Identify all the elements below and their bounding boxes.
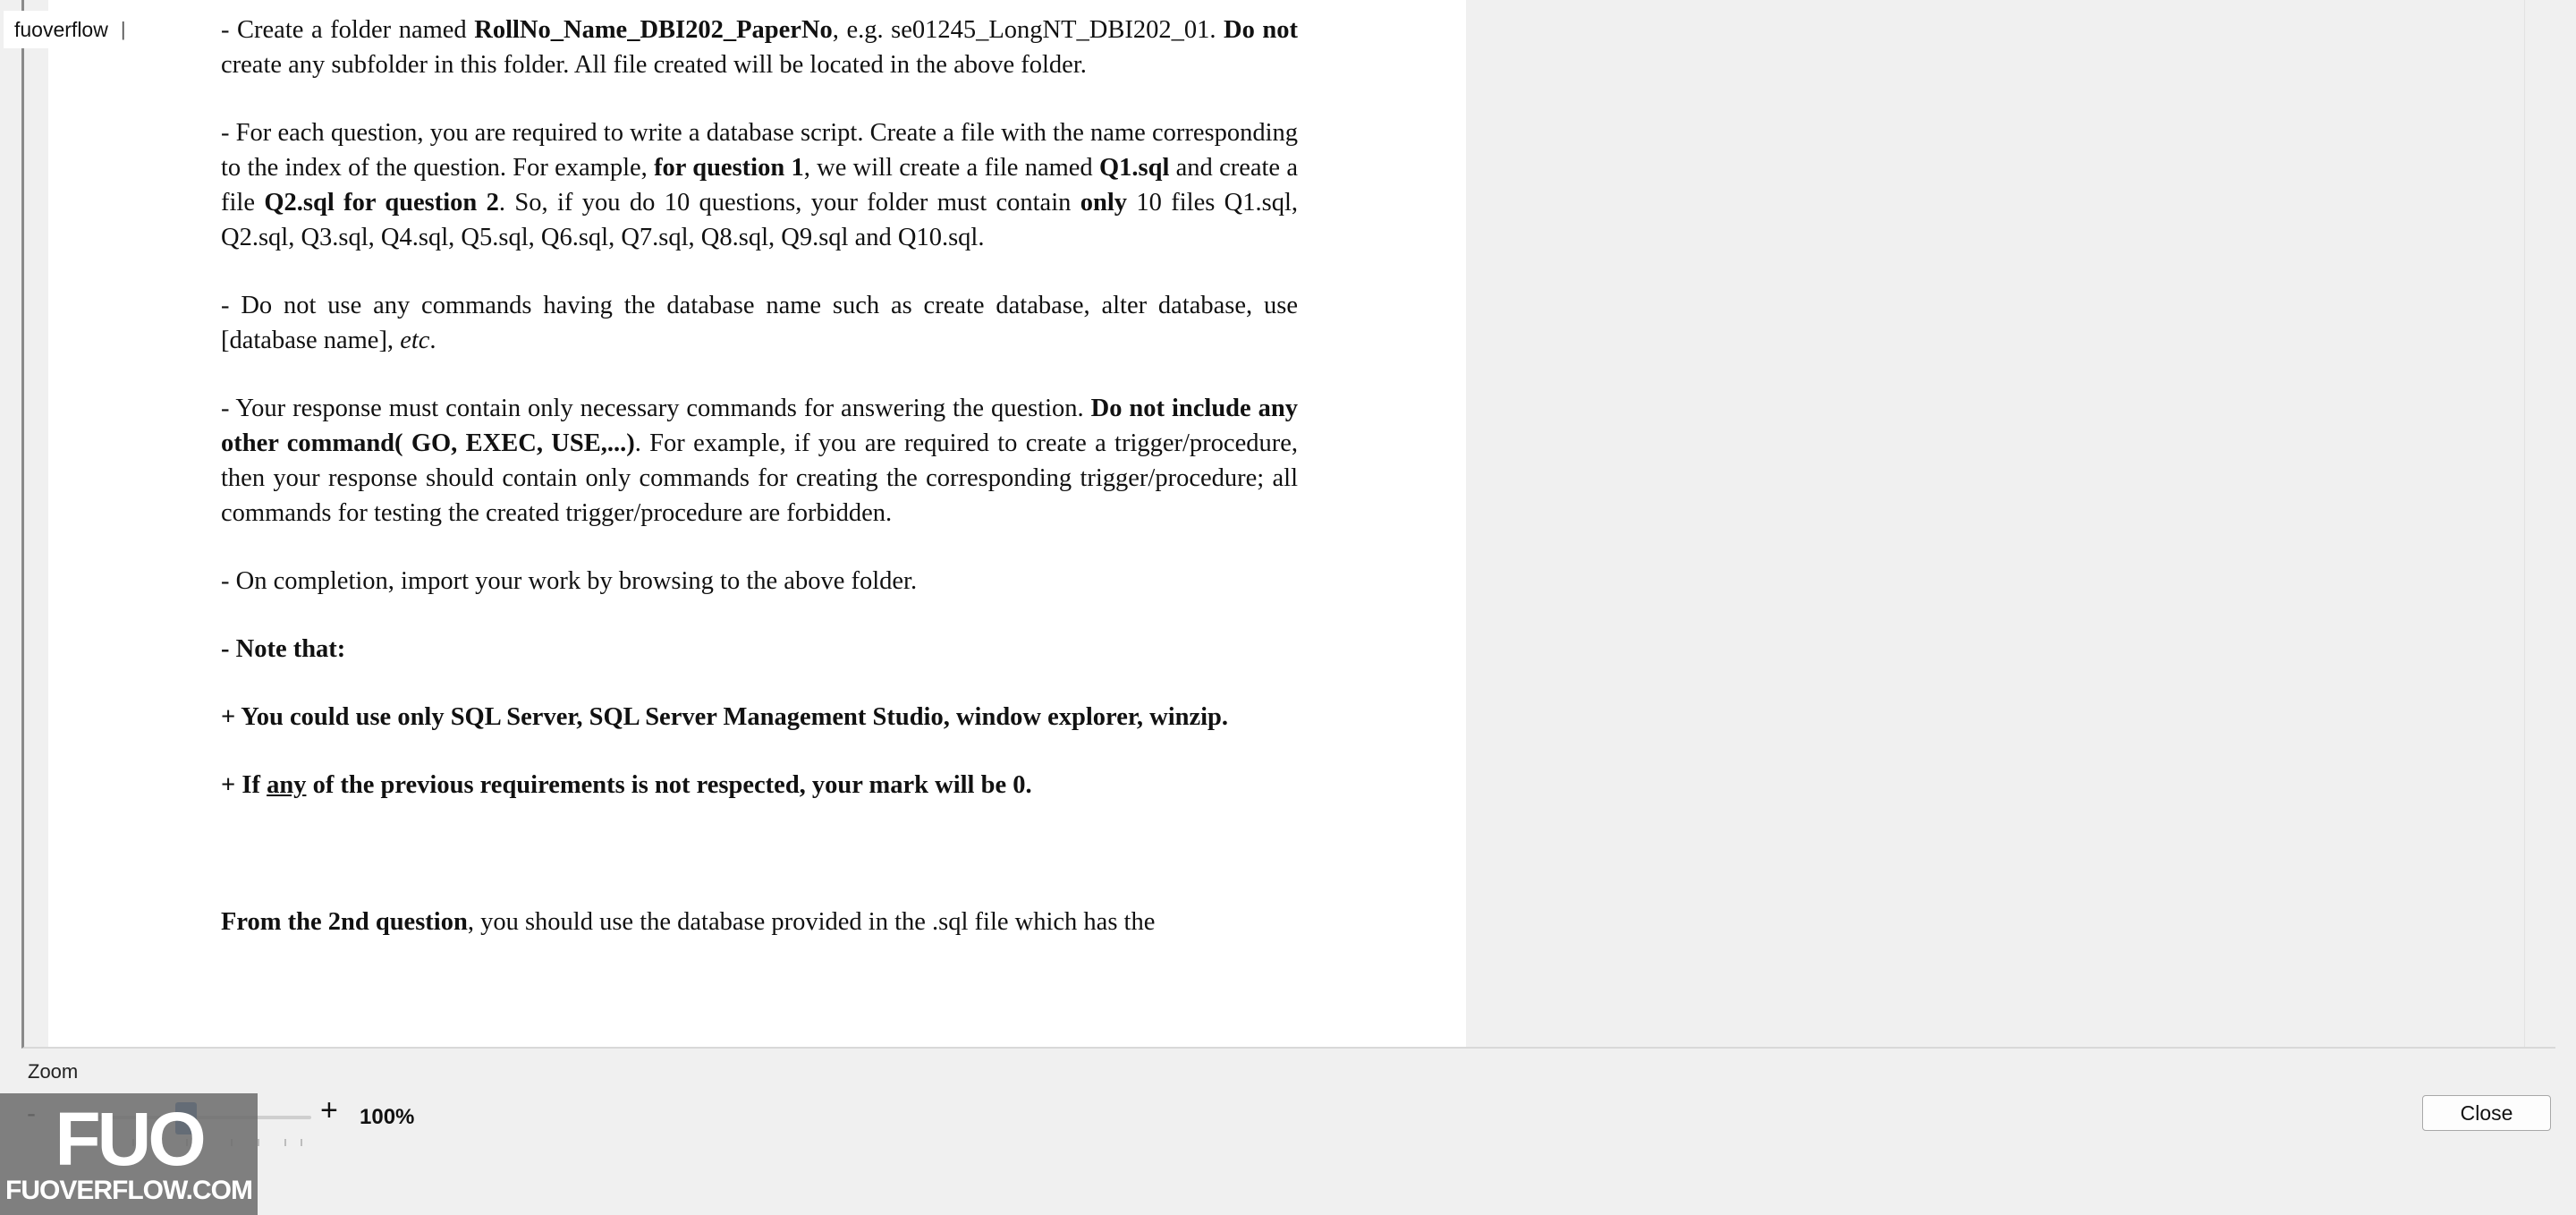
vertical-scrollbar[interactable] — [2524, 0, 2555, 1047]
zoom-value: 100% — [360, 1105, 415, 1129]
zoom-slider-tick — [301, 1139, 302, 1146]
document-text — [221, 13, 1298, 973]
paragraph-response: - Your response must contain only necessary commands for answering the question. Do not include any other command( GO, EXEC, USE,...). For example, if you are required to create a trigger/procedure, then your response should contain only commands for creating the corresponding trigger/procedure; all commands for testing the created trigger/procedure are forbidden. — [221, 395, 1298, 527]
zoom-in-button[interactable]: + — [320, 1093, 338, 1127]
text-caret: | — [120, 18, 126, 40]
zoom-label: Zoom — [28, 1060, 79, 1083]
watermark-text: FUOVERFLOW.COM — [5, 1176, 252, 1205]
paragraph-database-commands: - Do not use any commands having the database name such as create database, alter database, use [database name], etc. — [221, 292, 1298, 354]
watermark-logo-mark: FUO — [55, 1097, 203, 1181]
zoom-slider-tick — [284, 1139, 286, 1146]
watermark-logo — [0, 1093, 258, 1215]
paragraph-tools: + You could use only SQL Server, SQL Server Management Studio, window explorer, winzip. — [221, 703, 1229, 731]
close-button[interactable]: Close — [2422, 1095, 2551, 1131]
paragraph-note-heading: - Note that: — [221, 635, 346, 663]
paragraph-files: - For each question, you are required to write a database script. Create a file with the name corresponding to the index of the question. For example, for question 1, we will create a file named Q1.sql and create a file Q2.sql for question 2. So, if you do 10 questions, your folder must contain only 10 files Q1.sql, Q2.sql, Q3.sql, Q4.sql, Q5.sql, Q6.sql, Q7.sql, Q8.sql, Q9.sql and Q10.sql. — [221, 119, 1299, 251]
paragraph-mark-rule: + If any of the previous requirements is not respected, your mark will be 0. — [221, 771, 1032, 799]
zoom-slider-tick — [258, 1139, 259, 1146]
app-label: fuoverflow | — [4, 11, 135, 48]
document-viewer — [21, 0, 2555, 1049]
paragraph-folder: - Create a folder named RollNo_Name_DBI202_PaperNo, e.g. se01245_LongNT_DBI202_01. Do not create any subfolder in this folder. All file created will be located in the above folder. — [221, 16, 1298, 79]
paragraph-second-question: From the 2nd question, you should use the database provided in the .sql file which has the — [221, 908, 1156, 936]
document-page — [48, 0, 1466, 1047]
paragraph-completion: - On completion, import your work by browsing to the above folder. — [221, 567, 918, 595]
